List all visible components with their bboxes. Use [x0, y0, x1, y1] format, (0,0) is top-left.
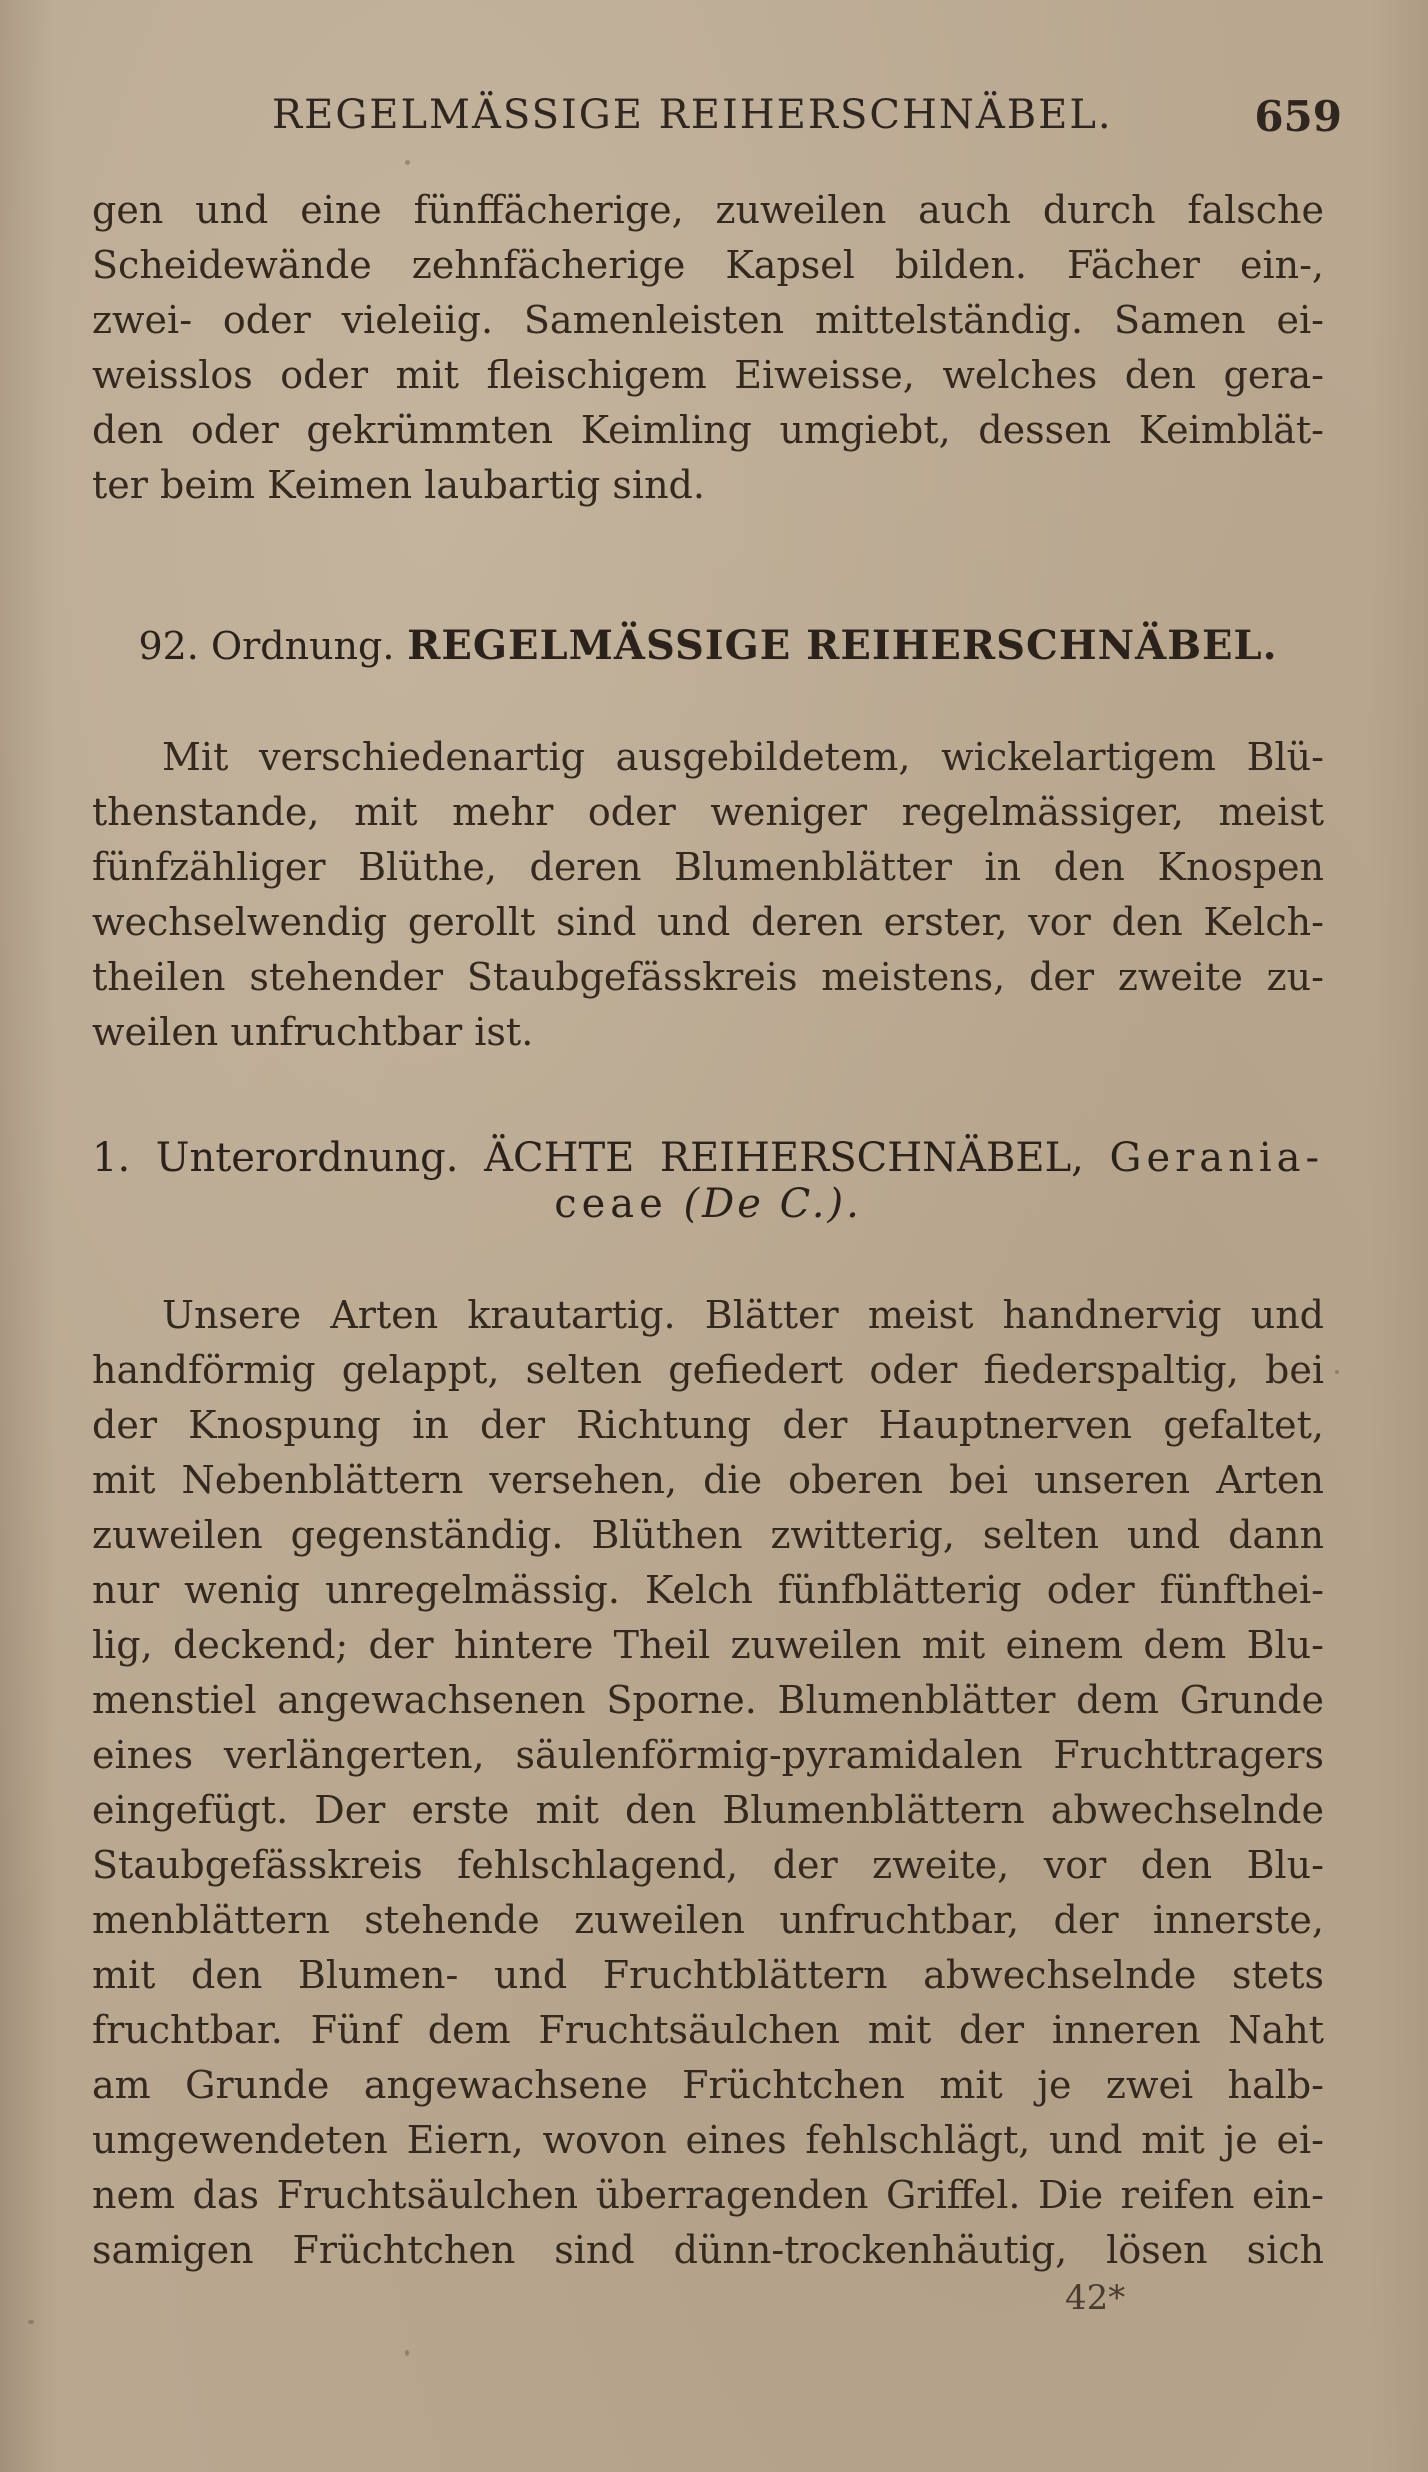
order-title: REGELMÄSSIGE REIHERSCHNÄBEL.: [407, 622, 1278, 669]
suborder-heading: [92, 1135, 1324, 1227]
running-head: REGELMÄSSIGE REIHERSCHNÄBEL.: [272, 92, 1113, 138]
order-description: [92, 730, 1324, 1060]
text-line: lig, deckend; der hintere Theil zuweilen mit einem dem Blu-: [92, 1623, 1324, 1667]
text-line: Staubgefässkreis fehlschlagend, der zweite, vor den Blu-: [92, 1843, 1324, 1887]
paper-spot: [28, 2320, 34, 2324]
page-header: [92, 92, 1342, 152]
text-line: samigen Früchtchen sind dünn-trockenhäutig, lösen sich: [92, 2228, 1324, 2272]
text-line: menstiel angewachsenen Sporne. Blumenblätter dem Grunde: [92, 1678, 1324, 1722]
suborder-title: ÄCHTE REIHERSCHNÄBEL,: [484, 1135, 1084, 1181]
text-line: Unsere Arten krautartig. Blätter meist handnervig und: [162, 1293, 1324, 1337]
text-line: thenstande, mit mehr oder weniger regelmässiger, meist: [92, 790, 1324, 834]
text-line: zwei- oder vieleiig. Samenleisten mittelständig. Samen ei-: [92, 298, 1324, 342]
suborder-description: [92, 1288, 1324, 2278]
text-line: mit Nebenblättern versehen, die oberen bei unseren Arten: [92, 1458, 1324, 1502]
suborder-prefix: 1. Unterordnung.: [92, 1135, 459, 1181]
paper-spot: [405, 160, 410, 165]
text-line: fünfzähliger Blüthe, deren Blumenblätter in den Knospen: [92, 845, 1324, 889]
signature-mark: 42*: [1065, 2278, 1126, 2318]
page-number: 659: [1254, 92, 1342, 141]
text-line: eingefügt. Der erste mit den Blumenblättern abwechselnde: [92, 1788, 1324, 1832]
text-line: fruchtbar. Fünf dem Fruchtsäulchen mit der inneren Naht: [92, 2008, 1324, 2052]
suborder-latin-name: Gerania-: [1109, 1135, 1325, 1181]
paper-spot: [1335, 1370, 1339, 1374]
text-line: handförmig gelappt, selten gefiedert oder fiederspaltig, bei: [92, 1348, 1324, 1392]
text-line: Scheidewände zehnfächerige Kapsel bilden. Fächer ein-,: [92, 243, 1324, 287]
text-line: eines verlängerten, säulenförmig-pyramidalen Fruchttragers: [92, 1733, 1324, 1777]
text-line: nem das Fruchtsäulchen überragenden Griffel. Die reifen ein-: [92, 2173, 1324, 2217]
suborder-latin-name-end: ceae: [554, 1181, 668, 1227]
text-line: mit den Blumen- und Fruchtblättern abwechselnde stets: [92, 1953, 1324, 1997]
text-line: nur wenig unregelmässig. Kelch fünfblätterig oder fünfthei-: [92, 1568, 1324, 1612]
text-line: wechselwendig gerollt sind und deren erster, vor den Kelch-: [92, 900, 1324, 944]
text-line: am Grunde angewachsene Früchtchen mit je zwei halb-: [92, 2063, 1324, 2107]
paragraph-continuation: [92, 183, 1324, 513]
paper-spot: [405, 2350, 409, 2356]
text-line: weisslos oder mit fleischigem Eiweisse, welches den gera-: [92, 353, 1324, 397]
text-line: Mit verschiedenartig ausgebildetem, wickelartigem Blü-: [162, 735, 1324, 779]
text-line: zuweilen gegenständig. Blüthen zwitterig, selten und dann: [92, 1513, 1324, 1557]
suborder-heading-line: [92, 1135, 1324, 1181]
text-line: menblättern stehende zuweilen unfruchtbar, der innerste,: [92, 1898, 1324, 1942]
suborder-heading-line: [92, 1181, 1324, 1227]
text-line: theilen stehender Staubgefässkreis meistens, der zweite zu-: [92, 955, 1324, 999]
order-heading: [92, 622, 1324, 669]
text-line: der Knospung in der Richtung der Hauptnerven gefaltet,: [92, 1403, 1324, 1447]
order-number: 92. Ordnung.: [138, 624, 395, 668]
text-line: ter beim Keimen laubartig sind.: [92, 463, 705, 507]
text-line: weilen unfruchtbar ist.: [92, 1010, 534, 1054]
text-line: den oder gekrümmten Keimling umgiebt, dessen Keimblät-: [92, 408, 1324, 452]
text-line: gen und eine fünffächerige, zuweilen auch durch falsche: [92, 188, 1324, 232]
suborder-authority: (De C.).: [683, 1181, 862, 1227]
text-line: umgewendeten Eiern, wovon eines fehlschlägt, und mit je ei-: [92, 2118, 1324, 2162]
